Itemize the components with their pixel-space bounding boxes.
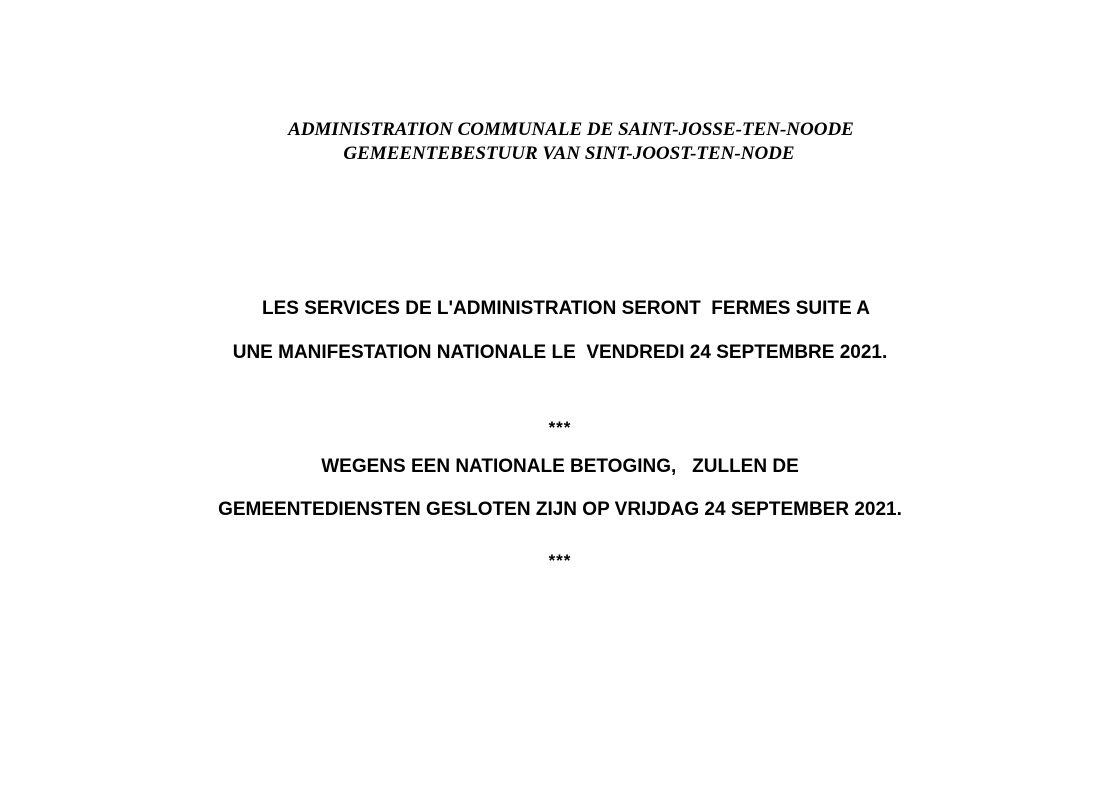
notice-fr-line-2: UNE MANIFESTATION NATIONALE LE VENDREDI 24 SEPTEMBRE 2021. [232,342,888,363]
header-title-fr: ADMINISTRATION COMMUNALE DE SAINT-JOSSE-TEN-NOODE [288,119,854,140]
header-title-nl: GEMEENTEBESTUUR VAN SINT-JOOST-TEN-NODE [343,143,795,164]
separator-1: *** [548,418,572,437]
notice-nl-line-2: GEMEENTEDIENSTEN GESLOTEN ZIJN OP VRIJDAG 24 SEPTEMBER 2021. [218,499,902,520]
separator-2: *** [548,551,572,570]
notice-nl-line-1: WEGENS EEN NATIONALE BETOGING, ZULLEN DE [321,456,799,477]
notice-fr-line-1: LES SERVICES DE L'ADMINISTRATION SERONT FERMES SUITE A [262,298,870,319]
